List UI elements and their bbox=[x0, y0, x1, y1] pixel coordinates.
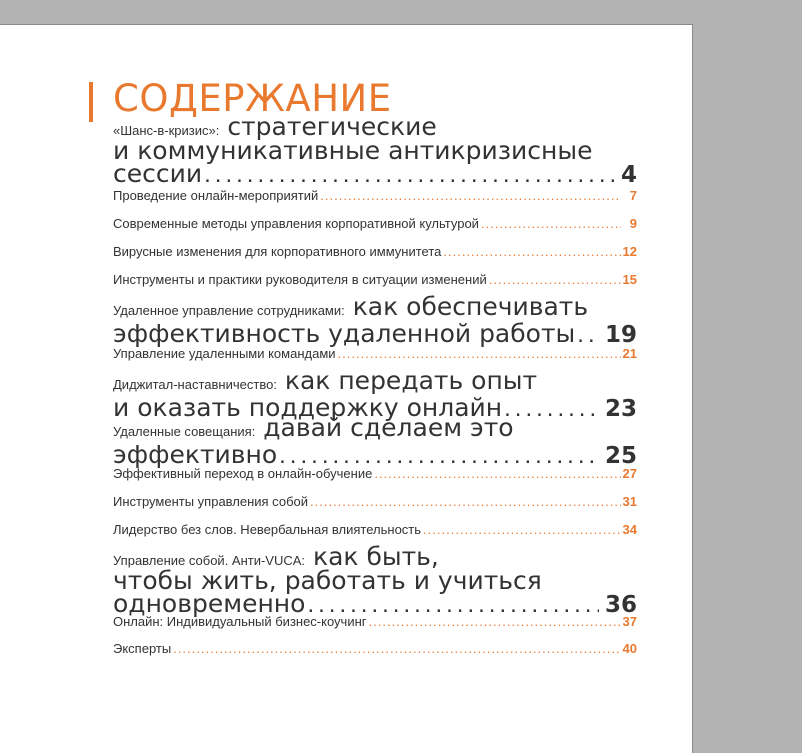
toc-entry-prefix: Удаленные совещания: bbox=[113, 424, 256, 439]
toc-entry-title: Современные методы управления корпоративной культурой bbox=[113, 216, 479, 231]
dot-leader bbox=[369, 614, 621, 630]
toc-entry-title: Лидерство без слов. Невербальная влиятельность bbox=[113, 522, 422, 537]
toc-page-number: 40 bbox=[622, 641, 637, 656]
toc-entry[interactable] bbox=[113, 466, 637, 482]
dot-leader bbox=[374, 466, 620, 482]
toc-entry-title: Проведение онлайн-мероприятий bbox=[113, 188, 319, 203]
toc-page-number: 23 bbox=[604, 396, 637, 422]
dot-leader bbox=[481, 216, 621, 232]
toc-entry[interactable] bbox=[113, 542, 637, 619]
toc-entry-title: эффективность удаленной работы bbox=[113, 319, 576, 348]
dot-leader bbox=[320, 188, 621, 204]
toc-entry[interactable] bbox=[113, 292, 637, 349]
toc-entry-title: и коммуникативные антикризисные bbox=[113, 136, 593, 165]
toc-page-number: 19 bbox=[604, 322, 637, 348]
toc-entry-title: одновременно bbox=[113, 589, 306, 618]
toc-entry-title: давай сделаем это bbox=[263, 413, 514, 442]
toc-page-number: 25 bbox=[604, 443, 637, 469]
toc-entry-prefix: «Шанс-в-кризис»: bbox=[113, 123, 220, 138]
toc-page-number: 36 bbox=[604, 592, 637, 618]
toc-page-number: 15 bbox=[622, 272, 637, 287]
toc-entry-title: Инструменты и практики руководителя в ситуации изменений bbox=[113, 272, 487, 287]
dot-leader bbox=[423, 522, 620, 538]
toc-page-number: 12 bbox=[622, 244, 637, 259]
toc-entry-title: как обеспечивать bbox=[352, 292, 589, 321]
toc-entry[interactable] bbox=[113, 244, 637, 260]
toc-entry-title: чтобы жить, работать и учиться bbox=[113, 566, 542, 595]
page-title: СОДЕРЖАНИЕ bbox=[113, 77, 392, 120]
dot-leader bbox=[173, 641, 620, 657]
toc-entry-title: стратегические bbox=[227, 112, 437, 141]
toc-page-number: 4 bbox=[620, 162, 637, 188]
dot-leader bbox=[310, 494, 621, 510]
dot-leader bbox=[489, 272, 621, 288]
toc-entry-prefix: Диджитал-наставничество: bbox=[113, 377, 277, 392]
toc-entry-prefix: Удаленное управление сотрудниками: bbox=[113, 303, 345, 318]
toc-page-number: 9 bbox=[629, 216, 637, 231]
toc-page-number: 7 bbox=[629, 188, 637, 203]
toc-page-number: 21 bbox=[622, 346, 637, 361]
toc-entry-title: как передать опыт bbox=[284, 366, 538, 395]
toc-entry-title: Управление удаленными командами bbox=[113, 346, 336, 361]
toc-entry[interactable] bbox=[113, 346, 637, 362]
toc-entry-title: Инструменты управления собой bbox=[113, 494, 308, 509]
toc-entry-title: как быть, bbox=[313, 542, 439, 571]
toc-entry-title: сессии bbox=[113, 159, 203, 188]
toc-page-number: 27 bbox=[622, 466, 637, 481]
toc-entry-title: Вирусные изменения для корпоративного иммунитета bbox=[113, 244, 442, 259]
toc-entry[interactable] bbox=[113, 413, 637, 470]
dot-leader bbox=[443, 244, 620, 260]
toc-page-number: 37 bbox=[622, 614, 637, 629]
toc-entry-title: Онлайн: Индивидуальный бизнес-коучинг bbox=[113, 614, 367, 629]
toc-entry[interactable] bbox=[113, 272, 637, 288]
title-accent-bar bbox=[89, 82, 93, 122]
toc-entry[interactable] bbox=[113, 522, 637, 538]
toc-page-number: 34 bbox=[622, 522, 637, 537]
toc-entry[interactable] bbox=[113, 188, 637, 204]
toc-entry[interactable] bbox=[113, 641, 637, 657]
toc-entry-title: Эффективный переход в онлайн-обучение bbox=[113, 466, 373, 481]
toc-entry[interactable] bbox=[113, 216, 637, 232]
toc-entry-title: эффективно bbox=[113, 440, 278, 469]
toc-entry-title: и оказать поддержку онлайн bbox=[113, 393, 503, 422]
toc-page-number: 31 bbox=[622, 494, 637, 509]
dot-leader bbox=[204, 161, 615, 189]
document-page bbox=[0, 24, 693, 753]
toc-entry[interactable] bbox=[113, 614, 637, 630]
toc-entry[interactable] bbox=[113, 494, 637, 510]
dot-leader bbox=[338, 346, 621, 362]
toc-entry-title: Эксперты bbox=[113, 641, 172, 656]
toc-entry[interactable] bbox=[113, 112, 637, 189]
toc-entry-prefix: Управление собой. Анти-VUCA: bbox=[113, 553, 306, 568]
dot-leader bbox=[577, 321, 599, 349]
